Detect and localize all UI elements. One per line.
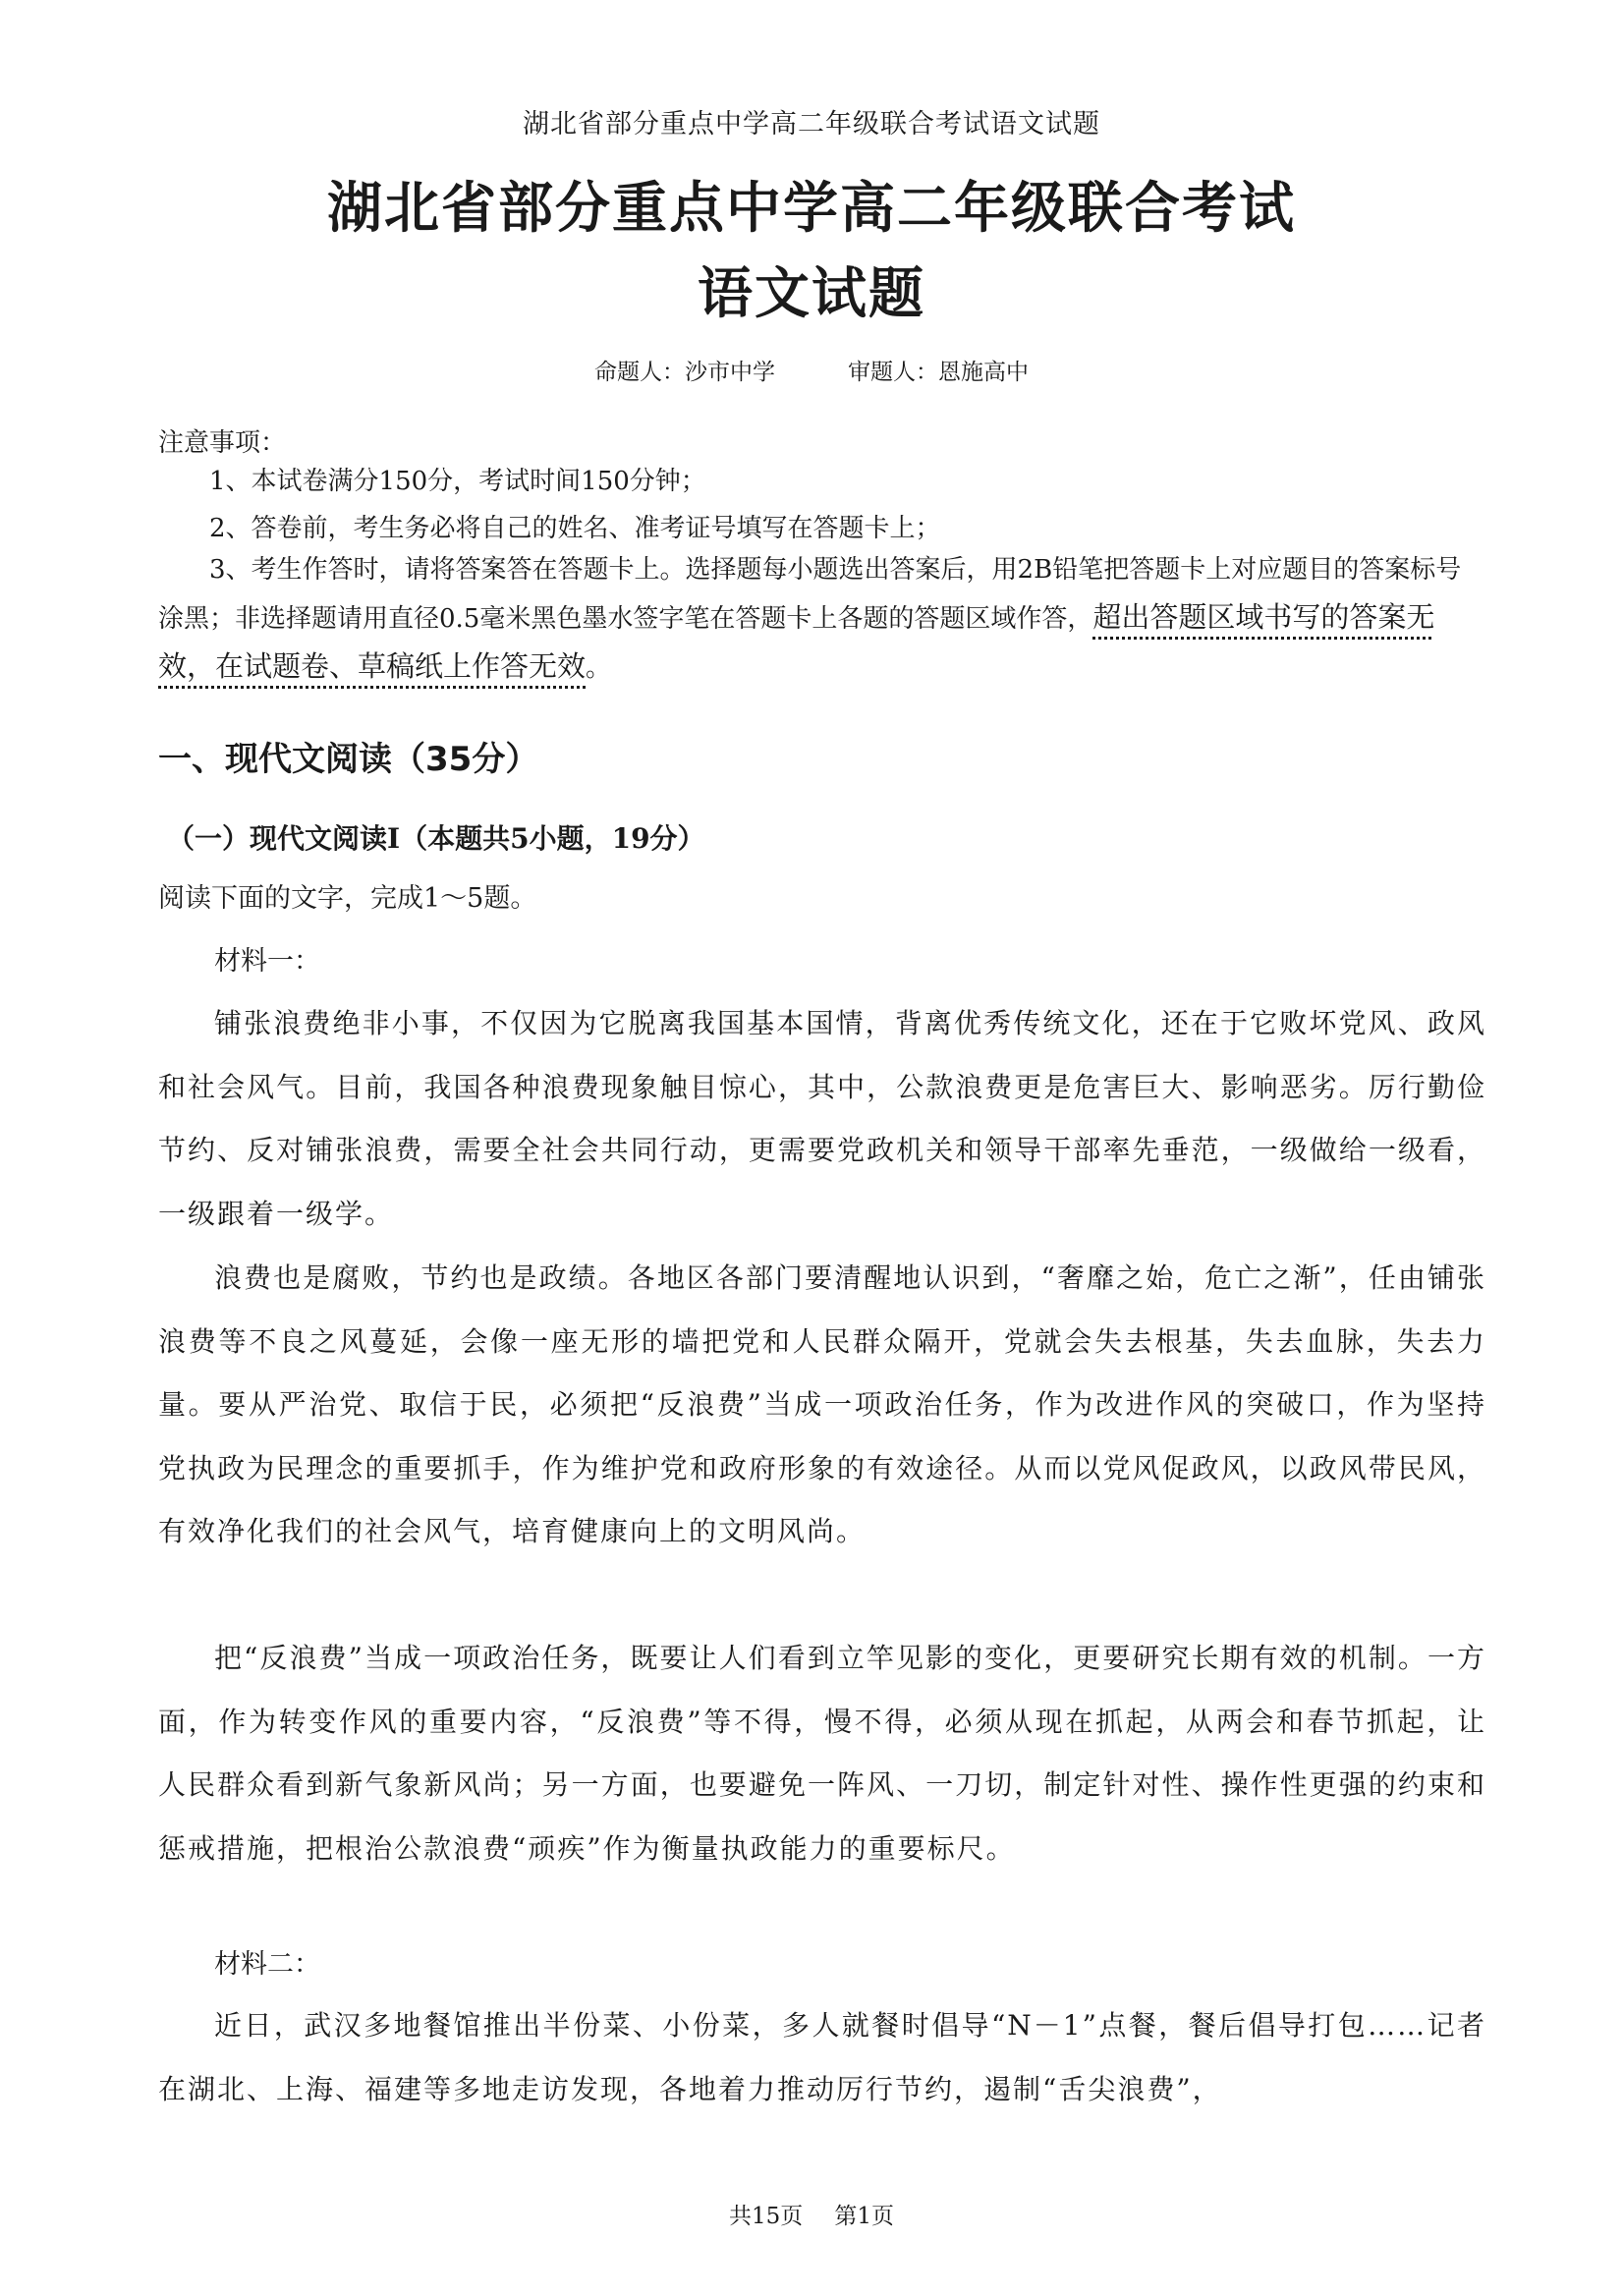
material2-label: 材料二： bbox=[214, 1949, 320, 1980]
note-item-1 bbox=[158, 458, 1486, 505]
material1-paragraph-2: 浪费也是腐败，节约也是政绩。各地区各部门要清醒地认识到，“奢靡之始，危亡之渐”，任由铺张浪费等不良之风蔓延，会像一座无形的墙把党和人民群众隔开，党就会失去根基，失去血脉，失去力量。要从严治党、取信于民，必须把“反浪费”当成一项政治任务，作为改进作风的突破口，作为坚持党执政为民理念的重要抓手，作为维护党和政府形象的有效途径。从而以党风促政风，以政风带民风，有效净化我们的社会风气，培育健康向上的文明风尚。 bbox=[158, 1261, 1486, 1547]
running-header: 湖北省部分重点中学高二年级联合考试语文试题 bbox=[523, 109, 1100, 140]
note-item-2 bbox=[158, 505, 1486, 552]
reviewer: 审题人：恩施高中 bbox=[848, 360, 1029, 385]
exam-title-line2: 语文试题 bbox=[698, 262, 925, 326]
authors-line bbox=[0, 354, 1623, 386]
note-item-3-emphasis: 超出答题区域书写的答案无效，在试题卷、草稿纸上作答无效 bbox=[158, 600, 1435, 683]
current-page: 第1页 bbox=[834, 2204, 894, 2229]
total-pages: 共15页 bbox=[729, 2204, 804, 2229]
material1-paragraph-3: 把“反浪费”当成一项政治任务，既要让人们看到立竿见影的变化，更要研究长期有效的机制。一方面，作为转变作风的重要内容，“反浪费”等不得，慢不得，必须从现在抓起，从两会和春节抓起，让人民群众看到新气象新风尚；另一方面，也要避免一阵风、一刀切，制定针对性、操作性更强的约束和惩戒措施，把根治公款浪费“顽疾”作为衡量执政能力的重要标尺。 bbox=[158, 1642, 1486, 1865]
setter: 命题人：沙市中学 bbox=[594, 360, 775, 385]
note-item-1-text: 1、本试卷满分150分，考试时间150分钟； bbox=[209, 467, 706, 496]
section-title: 一、现代文阅读（35分） bbox=[158, 740, 539, 779]
material1-label: 材料一： bbox=[214, 946, 320, 977]
material1-paragraph-1: 铺张浪费绝非小事，不仅因为它脱离我国基本国情，背离优秀传统文化，还在于它败坏党风、政风和社会风气。目前，我国各种浪费现象触目惊心，其中，公款浪费更是危害巨大、影响恶劣。厉行勤俭节约、反对铺张浪费，需要全社会共同行动，更需要党政机关和领导干部率先垂范，一级做给一级看，一级跟着一级学。 bbox=[158, 1007, 1486, 1230]
note-item-3 bbox=[158, 546, 1486, 692]
material2-paragraph-1: 近日，武汉多地餐馆推出半份菜、小份菜，多人就餐时倡导“N－1”点餐，餐后倡导打包……记者在湖北、上海、福建等多地走访发现，各地着力推动厉行节约，遏制“舌尖浪费”， bbox=[158, 2009, 1486, 2105]
notes-label: 注意事项： bbox=[158, 428, 287, 458]
reading-instruction: 阅读下面的文字，完成1～5题。 bbox=[158, 883, 537, 914]
note-item-2-text: 2、答卷前，考生务必将自己的姓名、准考证号填写在答题卡上； bbox=[209, 514, 941, 543]
subsection-title: （一）现代文阅读I（本题共5小题，19分） bbox=[167, 822, 705, 855]
note-item-3-end: 。 bbox=[586, 653, 612, 683]
page-footer bbox=[0, 2198, 1623, 2230]
note-item-3-text: 3、考生作答时，请将答案答在答题卡上。选择题每小题选出答案后，用2B铅笔把答题卡上对应题目的答案标号涂黑；非选择题请用直径0.5毫米黑色墨水签字笔在答题卡上各题的答题区域作答， bbox=[158, 555, 1462, 634]
exam-title-line1: 湖北省部分重点中学高二年级联合考试 bbox=[327, 177, 1296, 241]
